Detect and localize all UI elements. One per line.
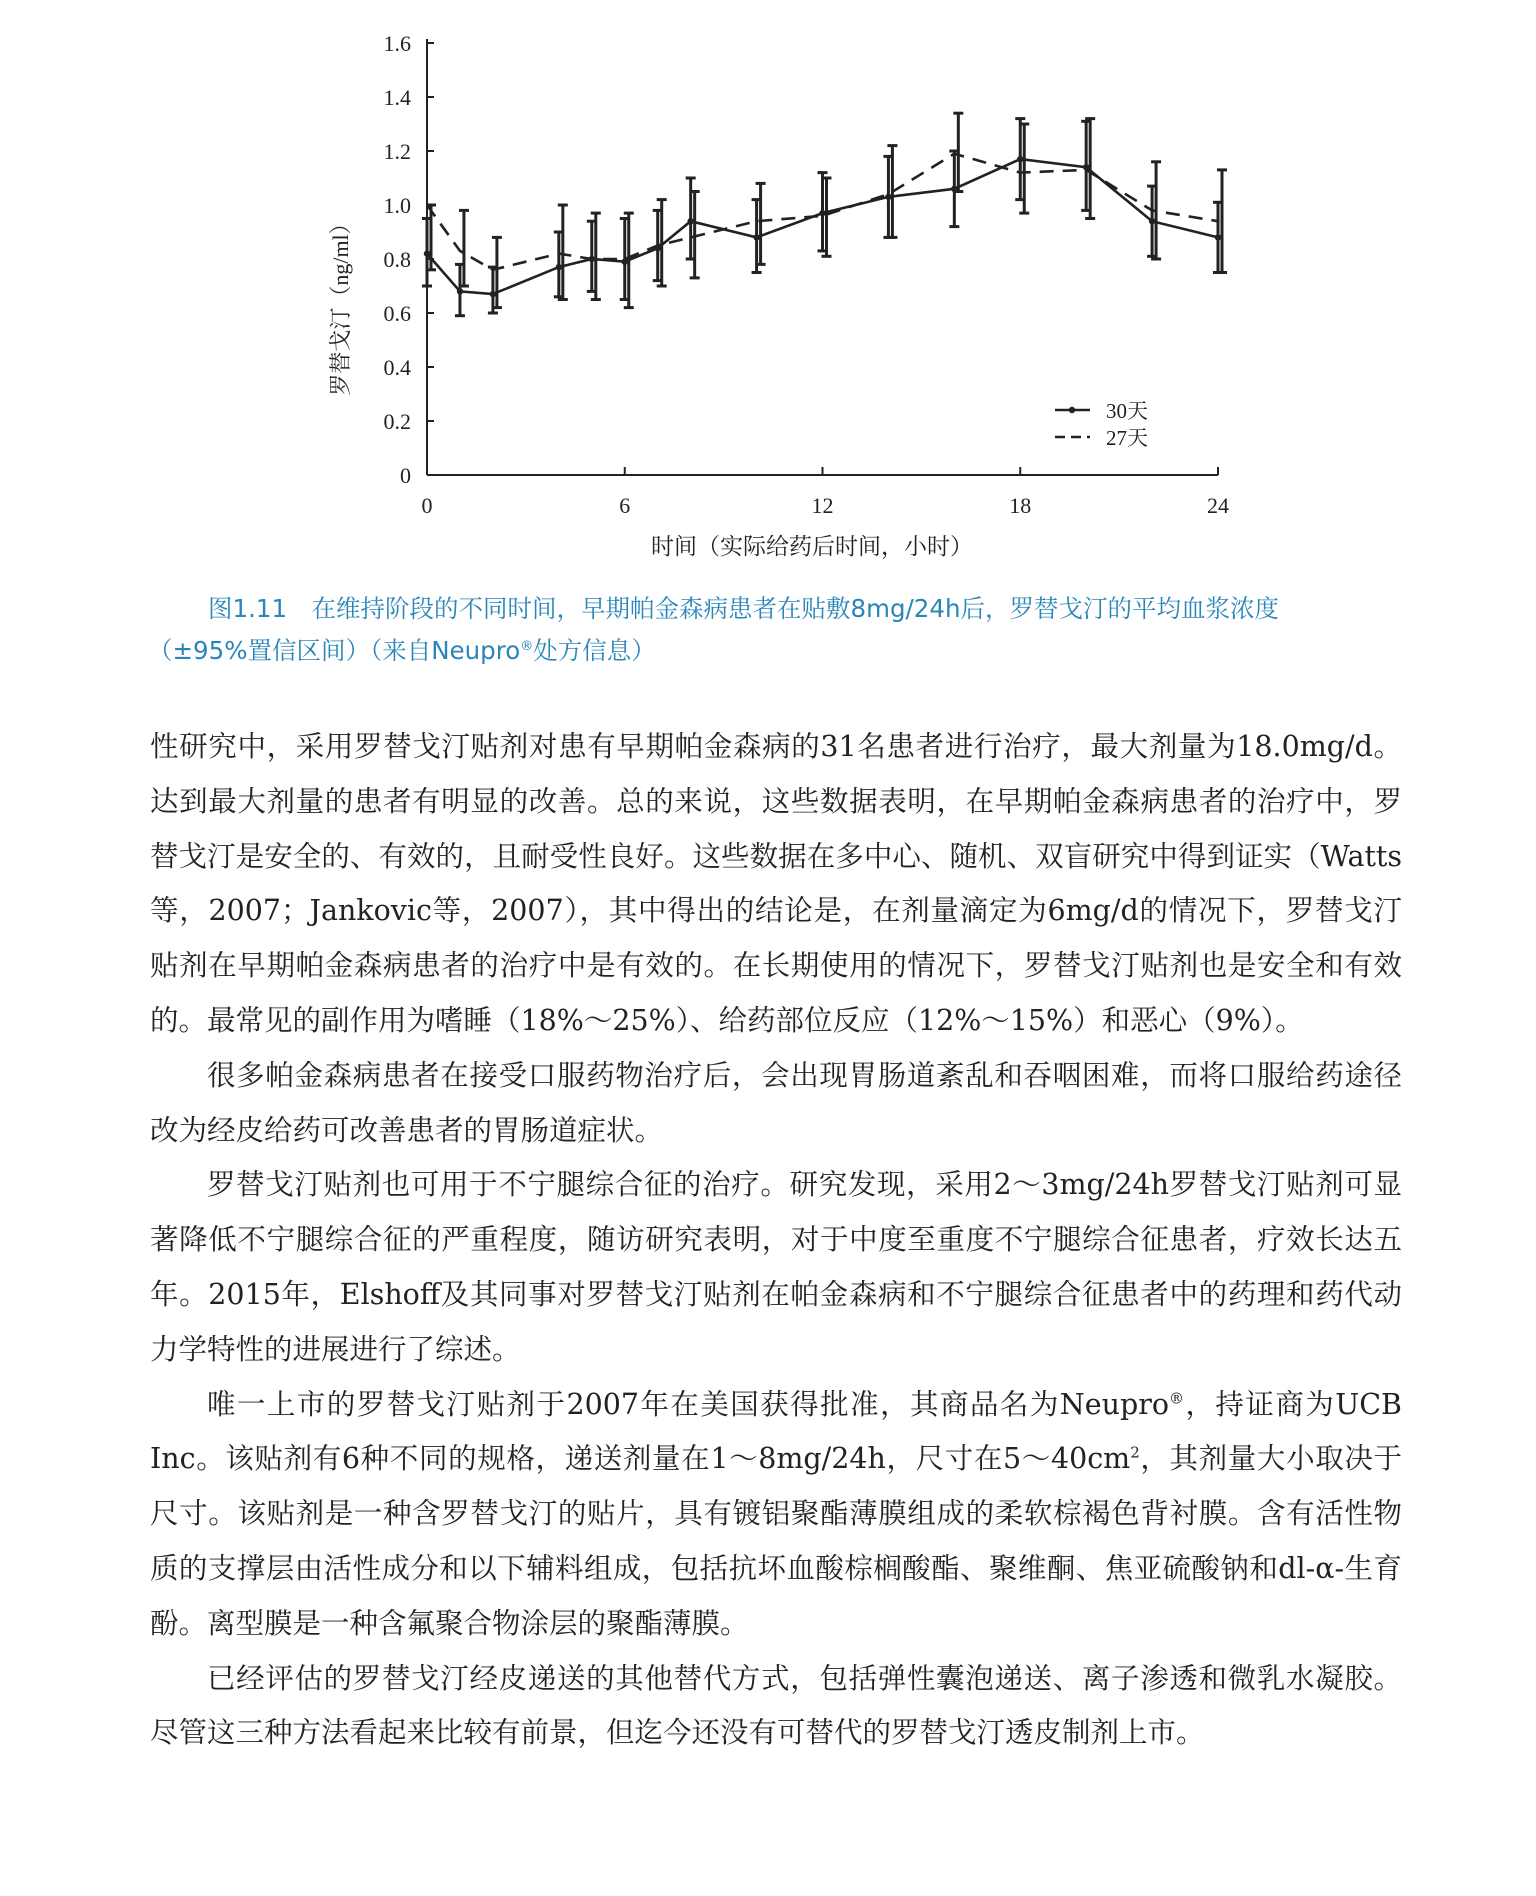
x-tick-label: 0 [421,493,433,518]
legend-label-2: 27天 [1106,426,1148,450]
data-point [457,288,463,294]
data-point [1149,218,1155,224]
series-2 [426,113,1227,307]
y-tick-label: 1.0 [383,193,411,218]
legend-label-1: 30天 [1106,399,1148,423]
y-tick-label: 1.6 [383,31,411,56]
caption-line-2 [148,630,1400,672]
data-point [424,250,430,256]
chart-legend [1055,399,1148,450]
registered-mark: ® [520,638,534,654]
legend-marker [1069,407,1075,413]
data-point [556,264,562,270]
paragraph-4-part-3: ，其剂量大小取决于尺寸。该贴剂是一种含罗替戈汀的贴片，具有镀铝聚酯薄膜组成的柔软棕褐色背衬膜。含有活性物质的支撑层由活性成分和以下辅料组成，包括抗坏血酸棕榈酸酯、聚维酮、焦亚硫酸钠和dl-α-生育酚。离型膜是一种含氟聚合物涂层的聚酯薄膜。 [150,1442,1402,1640]
paragraph-2: 很多帕金森病患者在接受口服药物治疗后，会出现胃肠道紊乱和吞咽困难，而将口服给药途径改为经皮给药可改善患者的胃肠道症状。 [150,1058,1402,1147]
data-point [1215,234,1221,240]
paragraph-4 [150,1378,1402,1652]
caption-line-2-end: 处方信息） [533,636,656,665]
caption-line-1: 图1.11 在维持阶段的不同时间，早期帕金森病患者在贴敷8mg/24h后，罗替戈汀的平均血浆浓度 [208,594,1280,623]
y-tick-label: 0.6 [383,301,411,326]
x-tick-label: 12 [811,493,834,518]
paragraph-3: 罗替戈汀贴剂也可用于不宁腿综合征的治疗。研究发现，采用2～3mg/24h罗替戈汀贴剂可显著降低不宁腿综合征的严重程度，随访研究表明，对于中度至重度不宁腿综合征患者，疗效长达五年。2015年，Elshoff及其同事对罗替戈汀贴剂在帕金森病和不宁腿综合征患者中的药理和药代动力学特性的进展进行了综述。 [150,1168,1402,1366]
registered-mark: ® [1169,1389,1184,1408]
concentration-time-chart [0,0,1536,580]
x-tick-label: 24 [1207,493,1229,518]
chart-series [422,113,1227,316]
paragraph-5: 已经评估的罗替戈汀经皮递送的其他替代方式，包括弹性囊泡递送、离子渗透和微乳水凝胶。尽管这三种方法看起来比较有前景，但迄今还没有可替代的罗替戈汀透皮制剂上市。 [150,1661,1402,1750]
body-text [150,720,1402,1761]
data-point [1017,156,1023,162]
figure-caption [148,588,1400,672]
data-point [490,291,496,297]
chart-ticks [384,31,1230,518]
paragraph-4-part-2: ，持证商为UCB Inc。该贴剂有6种不同的规格，递送剂量在1～8mg/24h，尺寸在5～40cm [150,1387,1402,1476]
x-tick-label: 18 [1009,493,1032,518]
data-point [819,210,825,216]
y-axis-label: 罗替戈汀（ng/ml） [328,212,353,396]
x-axis-label: 时间（实际给药后时间，小时） [651,534,973,559]
caption-line-2-text: （±95%置信区间）（来自Neupro [148,636,521,665]
series-1 [422,119,1223,316]
y-tick-label: 0 [400,463,411,488]
y-tick-label: 0.8 [383,247,411,272]
superscript-2: 2 [1130,1443,1140,1462]
y-tick-label: 1.4 [383,85,411,110]
paragraph-1: 性研究中，采用罗替戈汀贴剂对患有早期帕金森病的31名患者进行治疗，最大剂量为18.0mg/d。达到最大剂量的患者有明显的改善。总的来说，这些数据表明，在早期帕金森病患者的治疗中，罗替戈汀是安全的、有效的，且耐受性良好。这些数据在多中心、随机、双盲研究中得到证实（Watts等，2007；Jankovic等，2007），其中得出的结论是，在剂量滴定为6mg/d的情况下，罗替戈汀贴剂在早期帕金森病患者的治疗中是有效的。在长期使用的情况下，罗替戈汀贴剂也是安全和有效的。最常见的副作用为嗜睡（18%～25%）、给药部位反应（12%～15%）和恶心（9%）。 [150,730,1402,1037]
data-point [687,218,693,224]
data-point [885,194,891,200]
y-tick-label: 1.2 [383,139,411,164]
data-point [753,234,759,240]
x-tick-label: 6 [619,493,631,518]
paragraph-4-part-1: 唯一上市的罗替戈汀贴剂于2007年在美国获得批准，其商品名为Neupro [207,1387,1169,1421]
y-tick-label: 0.2 [383,409,411,434]
y-tick-label: 0.4 [383,355,411,380]
